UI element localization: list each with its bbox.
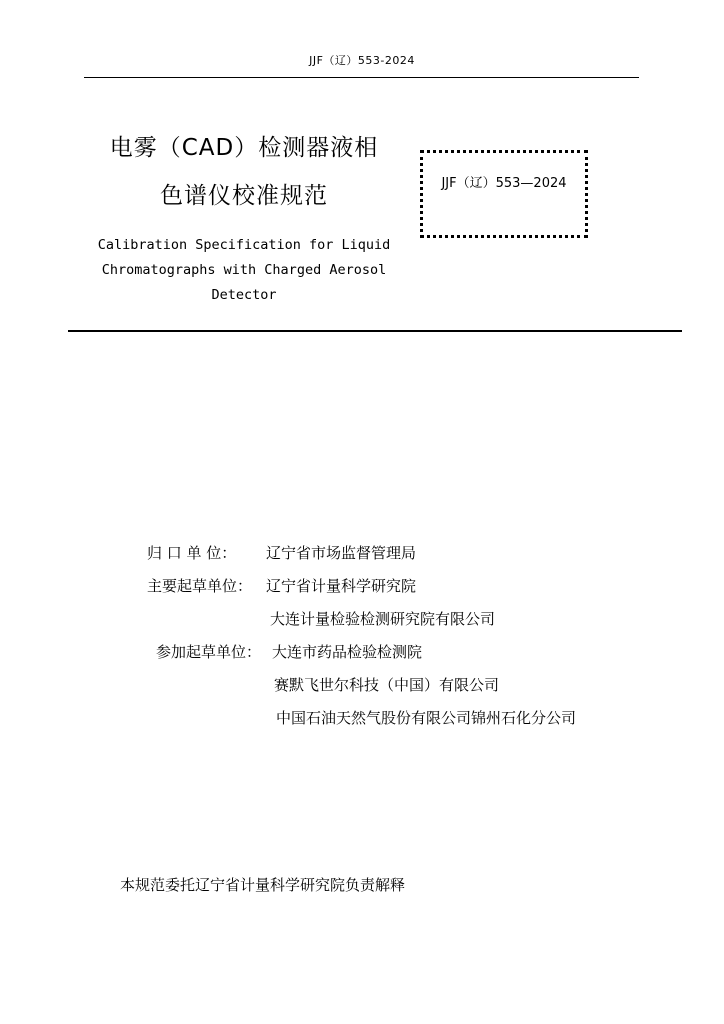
title-divider [68,330,682,332]
participating-drafting-value-3: 中国石油天然气股份有限公司锦州石化分公司 [276,709,577,727]
title-chinese-line-1: 电雾（CAD）检测器液相 [109,135,379,161]
main-drafting-value-1: 辽宁省计量科学研究院 [266,577,417,595]
header-document-code: JJF（辽）553-2024 [309,54,415,67]
title-english-line-2: Chromatographs with Charged Aerosol [101,262,387,278]
main-drafting-label: 主要起草单位： [147,577,253,595]
specification-code-box [420,150,588,238]
responsible-unit-label: 归 口 单 位： [147,544,237,562]
interpretation-note: 本规范委托辽宁省计量科学研究院负责解释 [120,876,406,894]
title-english-line-1: Calibration Specification for Liquid [97,237,391,253]
title-english [86,233,402,308]
participating-drafting-value-1: 大连市药品检验检测院 [272,643,423,661]
participating-drafting-label: 参加起草单位： [156,643,262,661]
header-divider [84,77,639,78]
title-english-line-3: Detector [211,287,277,303]
responsible-unit-value: 辽宁省市场监督管理局 [266,544,417,562]
participating-drafting-value-2: 赛默飞世尔科技（中国）有限公司 [274,676,500,694]
main-drafting-value-2: 大连计量检验检测研究院有限公司 [270,610,496,628]
title-chinese-line-2: 色谱仪校准规范 [160,183,328,209]
title-chinese [86,124,402,220]
specification-code: JJF（辽）553—2024 [441,176,567,191]
